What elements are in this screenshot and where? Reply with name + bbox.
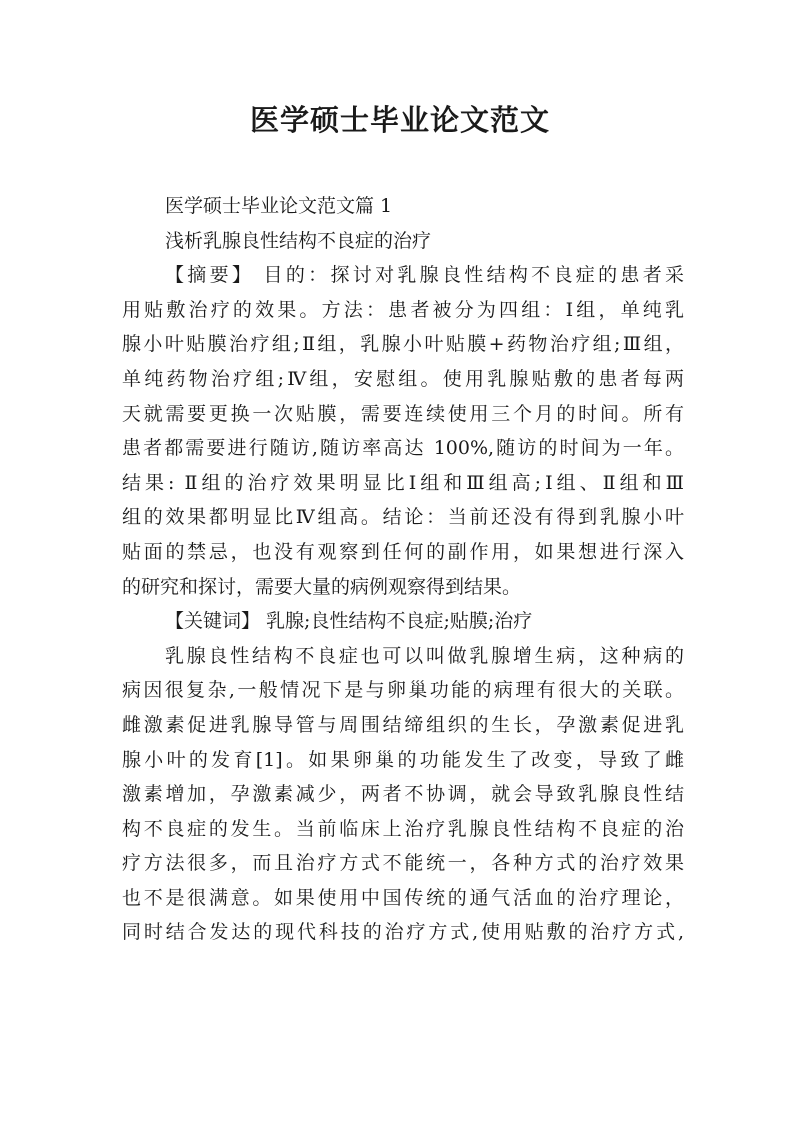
text-line: 天就需要更换一次贴膜，需要连续使用三个月的时间。所有	[122, 402, 684, 425]
text-line: 单纯药物治疗组;Ⅳ组，安慰组。使用乳腺贴敷的患者每两	[122, 367, 684, 390]
text-line: 乳腺良性结构不良症也可以叫做乳腺增生病，这种病的	[165, 644, 684, 667]
text-line: 疗方法很多，而且治疗方式不能统一，各种方式的治疗效果	[122, 852, 684, 875]
text-line: 用贴敷治疗的效果。方法：患者被分为四组：Ⅰ组，单纯乳	[122, 298, 684, 321]
text-line: 同时结合发达的现代科技的治疗方式,使用贴敷的治疗方式,	[122, 921, 684, 944]
text-line: 结果: Ⅱ组的治疗效果明显比Ⅰ组和Ⅲ组高;Ⅰ组、Ⅱ组和Ⅲ	[122, 471, 684, 494]
text-line: 腺小叶贴膜治疗组;Ⅱ组，乳腺小叶贴膜+药物治疗组;Ⅲ组，	[122, 333, 684, 356]
text-line: 激素增加，孕激素减少，两者不协调，就会导致乳腺良性结	[122, 783, 684, 806]
text-line: 贴面的禁忌，也没有观察到任何的副作用，如果想进行深入	[122, 540, 684, 563]
page-title: 医学硕士毕业论文范文	[249, 103, 550, 137]
text-line: 患者都需要进行随访,随访率高达 100%,随访的时间为一年。	[122, 437, 684, 460]
text-line: 的研究和探讨，需要大量的病例观察得到结果。	[122, 575, 522, 598]
text-line: 浅析乳腺良性结构不良症的治疗	[165, 229, 432, 252]
text-line: 医学硕士毕业论文范文篇 1	[165, 195, 393, 217]
document-body	[122, 189, 684, 950]
text-line: 【关键词】 乳腺;良性结构不良症;贴膜;治疗	[165, 610, 533, 633]
text-line: 【摘要】 目的：探讨对乳腺良性结构不良症的患者采	[165, 264, 684, 287]
text-line: 雌激素促进乳腺导管与周围结缔组织的生长，孕激素促进乳	[122, 713, 684, 736]
text-line: 腺小叶的发育[1]。如果卵巢的功能发生了改变，导致了雌	[122, 748, 684, 771]
text-line: 也不是很满意。如果使用中国传统的通气活血的治疗理论，	[122, 886, 684, 909]
text-line: 构不良症的发生。当前临床上治疗乳腺良性结构不良症的治	[122, 817, 684, 840]
text-line: 组的效果都明显比Ⅳ组高。结论：当前还没有得到乳腺小叶	[122, 506, 684, 529]
text-line: 病因很复杂,一般情况下是与卵巢功能的病理有很大的关联。	[122, 679, 684, 702]
